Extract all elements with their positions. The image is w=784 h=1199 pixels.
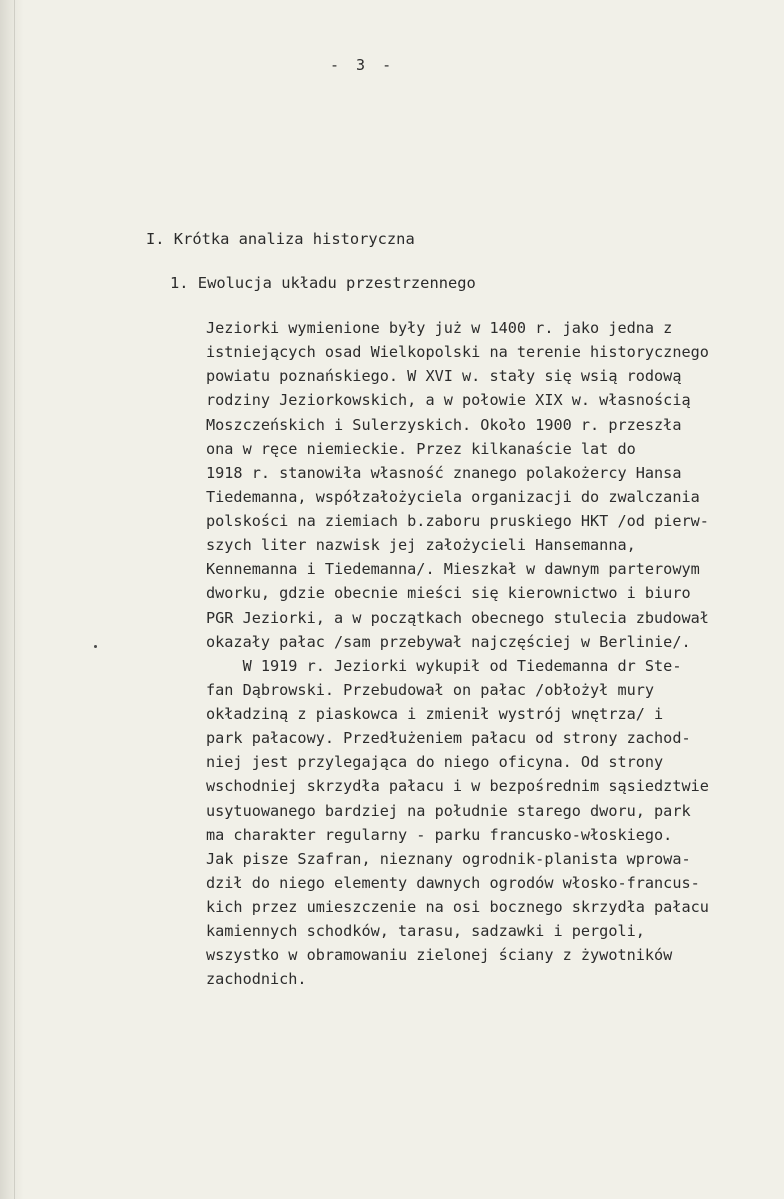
text-line: ona w ręce niemieckie. Przez kilkanaście lat do	[206, 439, 636, 458]
text-line: istniejących osad Wielkopolski na terenie historycznego	[206, 343, 709, 362]
body-text	[206, 316, 781, 992]
text-line: Moszczeńskich i Sulerzyskich. Około 1900 r. przeszła	[206, 415, 682, 434]
text-line: niej jest przylegająca do niego oficyna. Od strony	[206, 753, 664, 772]
text-line: Jak pisze Szafran, nieznany ogrodnik-planista wprowa-	[206, 849, 691, 868]
binding-edge	[0, 0, 24, 1199]
margin-dot-mark	[94, 645, 97, 648]
text-line: usytuowanego bardziej na południe starego dworu, park	[206, 801, 691, 820]
text-line: fan Dąbrowski. Przebudował on pałac /obłożył mury	[206, 680, 655, 699]
text-line: rodziny Jeziorkowskich, a w połowie XIX w. własnością	[206, 391, 691, 410]
text-line: polskości na ziemiach b.zaboru pruskiego HKT /od pierw-	[206, 512, 709, 530]
section-heading: I. Krótka analiza historyczna	[146, 230, 415, 248]
text-line: kamiennych schodków, tarasu, sadzawki i pergoli,	[206, 922, 645, 941]
text-line: zachodnich.	[206, 970, 307, 989]
text-line: W 1919 r. Jeziorki wykupił od Tiedemanna dr Ste-	[206, 656, 682, 675]
text-line: Kennemanna i Tiedemanna/. Mieszkał w dawnym parterowym	[206, 560, 700, 579]
text-line: ma charakter regularny - parku francusko-włoskiego.	[206, 825, 673, 844]
text-line: kich przez umieszczenie na osi bocznego skrzydła pałacu	[206, 898, 709, 916]
text-line: park pałacowy. Przedłużeniem pałacu od strony zachod-	[206, 729, 691, 748]
text-line: okazały pałac /sam przebywał najczęściej w Berlinie/.	[206, 632, 691, 651]
text-line: 1918 r. stanowiła własność znanego polakożercy Hansa	[206, 463, 682, 482]
text-line: dził do niego elementy dawnych ogrodów włosko-francus-	[206, 873, 700, 892]
text-line: wschodniej skrzydła pałacu i w bezpośrednim sąsiedztwie	[206, 777, 709, 796]
subsection-heading: 1. Ewolucja układu przestrzennego	[170, 274, 476, 292]
text-line: Jeziorki wymienione były już w 1400 r. jako jedna z	[206, 319, 673, 337]
text-line: PGR Jeziorki, a w początkach obecnego stulecia zbudował	[206, 608, 709, 627]
text-line: wszystko w obramowaniu zielonej ściany z żywotników	[206, 946, 673, 965]
text-line: dworku, gdzie obecnie mieści się kierownictwo i biuro	[206, 584, 691, 603]
text-line: okładziną z piaskowca i zmienił wystrój wnętrza/ i	[206, 705, 664, 723]
text-line: powiatu poznańskiego. W XVI w. stały się wsią rodową	[206, 367, 682, 386]
binding-fold-line	[14, 0, 15, 1199]
text-line: Tiedemanna, współzałożyciela organizacji do zwalczania	[206, 487, 700, 506]
text-line: szych liter nazwisk jej założycieli Hansemanna,	[206, 536, 636, 555]
page-number: - 3 -	[330, 56, 396, 74]
